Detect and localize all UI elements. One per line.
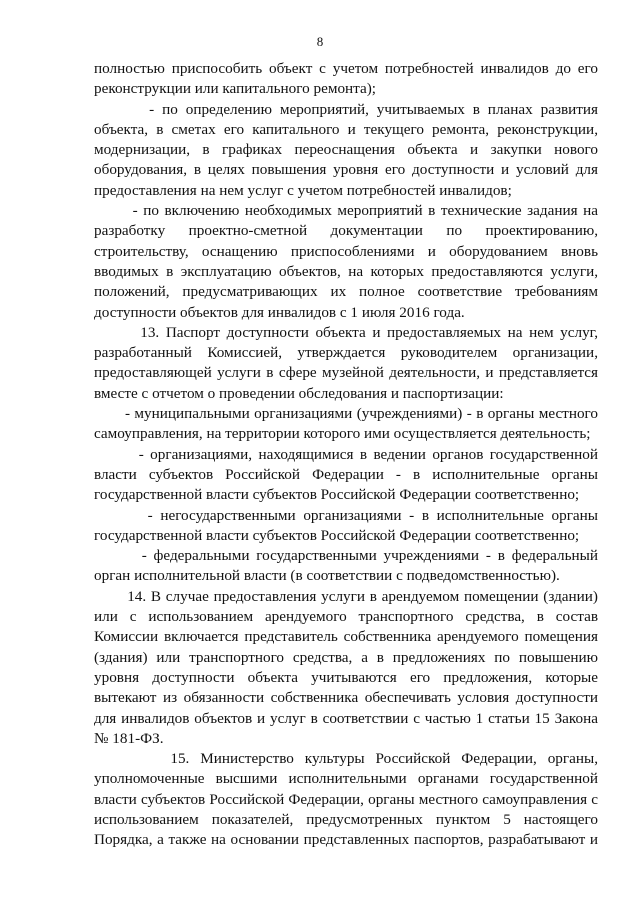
text-line: модернизации, в графиках переоснащения объекта и закупки нового xyxy=(94,141,598,159)
text-line: - по определению мероприятий, учитываемых в планах развития xyxy=(94,100,598,118)
text-line: Комиссии включается представитель собственника арендуемого помещения xyxy=(94,628,598,646)
text-line: реконструкции или капитального ремонта); xyxy=(94,80,377,98)
text-line: использованием показателей, предусмотренных пунктом 5 настоящего xyxy=(94,810,598,828)
text-line: оборудования, в целях повышения уровня его доступности и условий для xyxy=(94,161,598,179)
text-line: - негосударственными организациями - в исполнительные органы xyxy=(94,506,598,524)
text-line: полностью приспособить объект с учетом потребностей инвалидов до его xyxy=(94,60,598,77)
text-line: № 181-ФЗ. xyxy=(94,729,164,747)
page-number: 8 xyxy=(316,34,324,49)
text-line: положений, предусматривающих их полное соответствие требованиям xyxy=(94,283,598,301)
text-line: объекта, в сметах его капитального и текущего ремонта, реконструкции, xyxy=(94,120,598,138)
text-line: доступности объектов для инвалидов с 1 июля 2016 года. xyxy=(94,303,465,321)
text-line: власти субъектов Российской Федерации - в исполнительные органы xyxy=(94,465,598,483)
text-line: или с использованием арендуемого транспортного средства, в состав xyxy=(94,608,598,626)
text-line: вытекают из обязанности собственника обеспечивать условия доступности xyxy=(94,689,598,707)
text-line: 13. Паспорт доступности объекта и предоставляемых на нем услуг, xyxy=(94,323,598,341)
text-line: предоставления на нем услуг с учетом потребностей инвалидов; xyxy=(94,181,512,199)
text-line: - по включению необходимых мероприятий в технические задания на xyxy=(94,202,598,220)
text-line: 14. В случае предоставления услуги в арендуемом помещении (здании) xyxy=(94,587,598,605)
text-line: 15. Министерство культуры Российской Федерации, органы, xyxy=(94,750,598,768)
text-line: - муниципальными организациями (учреждениями) - в органы местного xyxy=(94,405,598,423)
text-line: власти субъектов Российской Федерации, органы местного самоуправления с xyxy=(94,790,598,808)
text-line: для инвалидов объектов и услуг в соответствии с частью 1 статьи 15 Закона xyxy=(94,709,598,727)
text-line: орган исполнительной власти (в соответствии с подведомственностью). xyxy=(94,567,560,585)
text-line: (здания) или транспортного средства, а в предложениях по повышению xyxy=(94,648,598,666)
text-line: вводимых в эксплуатацию объектов, на которых предоставляются услуги, xyxy=(94,262,598,280)
text-line: разработку проектно-сметной документации по проектированию, xyxy=(94,222,598,240)
document-body xyxy=(94,59,598,851)
text-line: самоуправления, на территории которого ими осуществляется деятельность; xyxy=(94,425,591,443)
text-line: вместе с отчетом о проведении обследования и паспортизации: xyxy=(94,384,504,402)
text-line: - федеральными государственными учреждениями - в федеральный xyxy=(94,547,598,565)
text-line: государственной власти субъектов Российской Федерации соответственно; xyxy=(94,486,580,504)
text-line: предоставляющей услуги в сфере музейной деятельности, и представляется xyxy=(94,364,598,382)
text-line: уполномоченные высшими исполнительными органами государственной xyxy=(94,770,598,788)
text-line: государственной власти субъектов Российской Федерации соответственно; xyxy=(94,526,580,544)
text-line: строительству, оснащению приспособлениями и оборудованием вновь xyxy=(94,242,598,260)
text-line: - организациями, находящимися в ведении органов государственной xyxy=(94,445,598,463)
text-line: уровня доступности объекта учитываются его предложения, которые xyxy=(94,668,598,686)
text-line: Порядка, а также на основании представленных паспортов, разрабатывают и xyxy=(94,831,598,849)
text-line: разработанный Комиссией, утверждается руководителем организации, xyxy=(94,344,598,362)
